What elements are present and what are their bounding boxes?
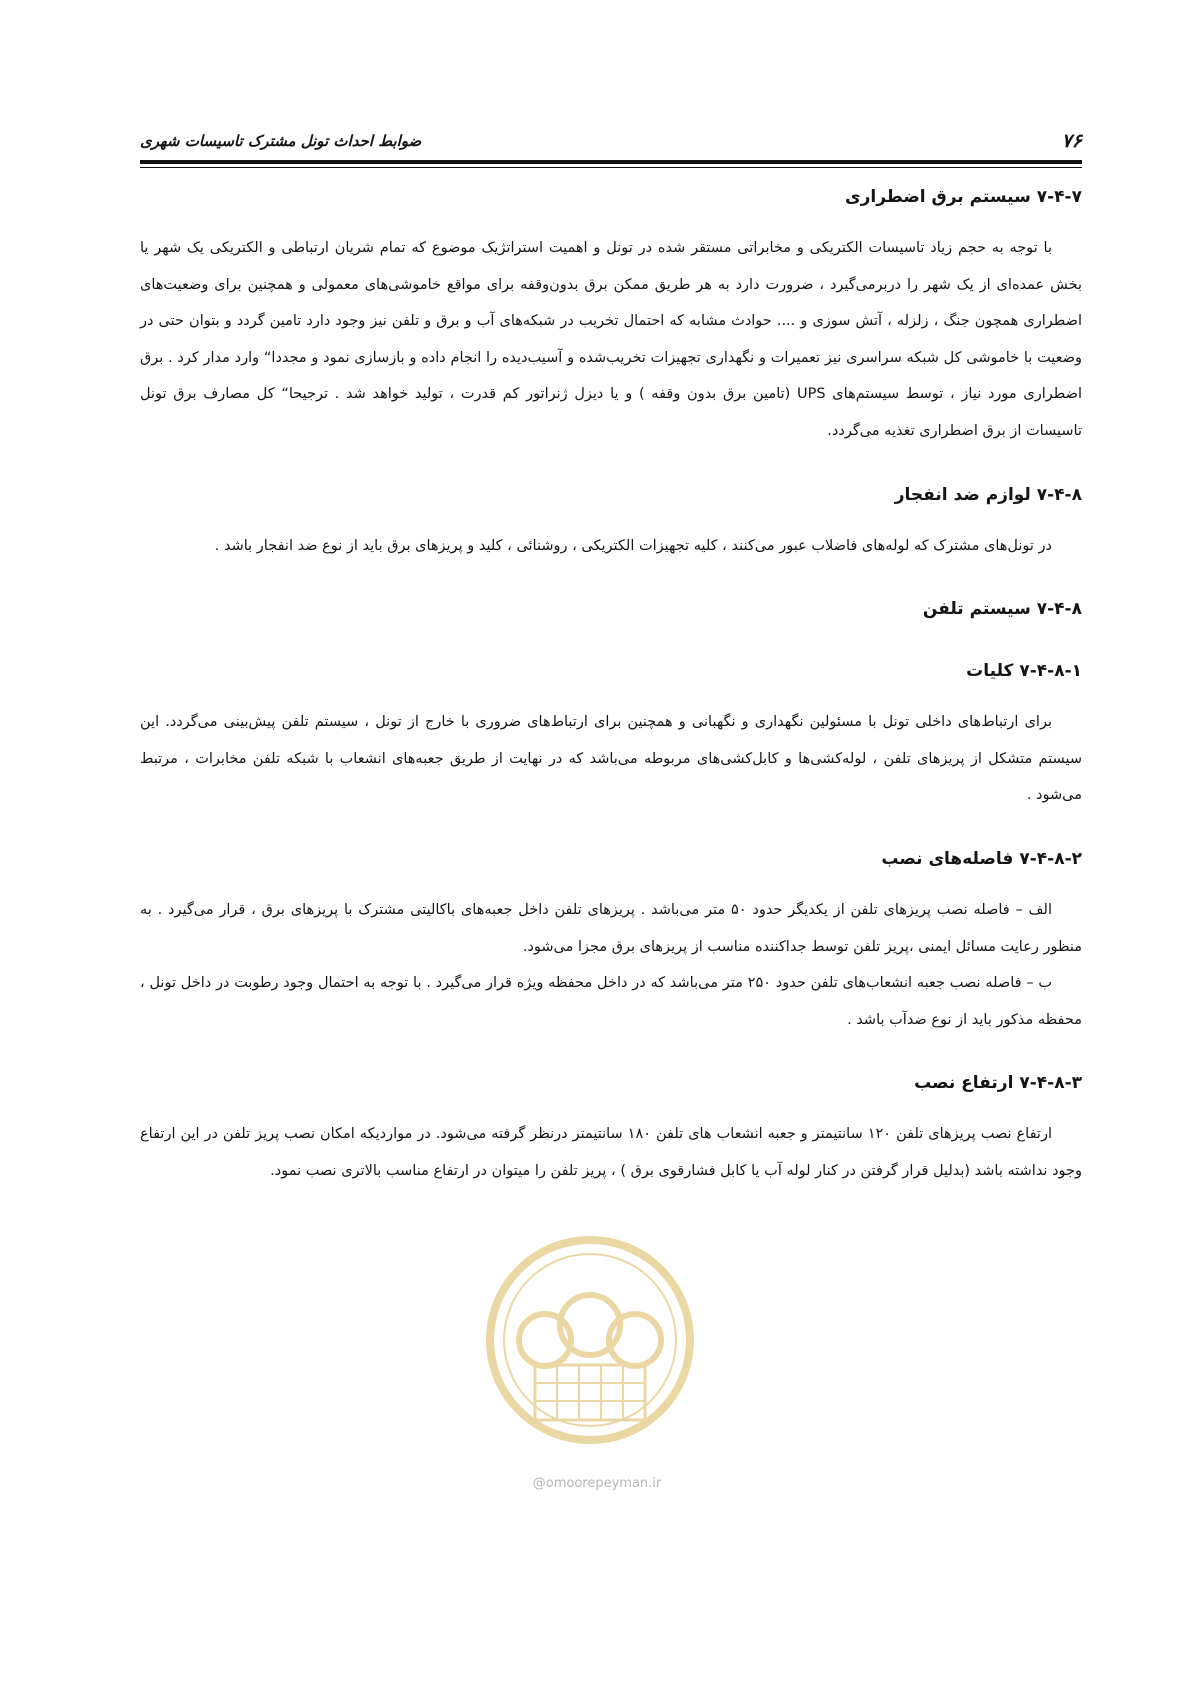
running-header <box>140 128 1082 156</box>
paragraph-emergency-power: با توجه به حجم زیاد تاسیسات الکتریکی و مخابراتی مستقر شده در تونل و اهمیت استراتژیک موضوع که تمام شریان ارتباطی و الکتریکی یک شهر یا بخش عمده‌ای از یک شهر را دربرمی‌گیرد ، ضرورت دارد به هر طریق ممکن برق بدون‌وقفه برای مواقع خاموشی‌های معمولی و همچنین برای وضعیت‌های اضطراری همچون جنگ ، زلزله ، آتش سوزی و .... حوادث مشابه که احتمال تخریب در شبکه‌های آب و برق و تلفن نیز وجود دارد تامین گردد و بتوان حتی در وضعیت با خاموشی کل شبکه سراسری نیز تعمیرات و نگهداری تجهیزات تخریب‌شده و آسیب‌دیده را انجام داده و بازسازی نمود و مجددا“ وارد مدار کرد . برق اضطراری مورد نیاز ، توسط سیستم‌های UPS (تامین برق بدون وقفه ) و یا دیزل ژنراتور کم قدرت ، تولید خواهد شد . ترجیحا“ کل مصارف برق تونل تاسیسات از برق اضطراری تغذیه می‌گردد. <box>140 240 1082 439</box>
document-title: ضوابط احداث تونل مشترک تاسیسات شهری <box>140 132 422 150</box>
section-heading-explosion-proof: ۷-۴-۸ لوازم ضد انفجار <box>894 484 1082 505</box>
paragraph-explosion-proof: در تونل‌های مشترک که لوله‌های فاضلاب عبور می‌کنند ، کلیه تجهیزات الکتریکی ، روشنائی ، کلید و پریزهای برق باید از نوع ضد انفجار باشد . <box>214 537 1052 554</box>
section-heading-installation-height: ۷-۴-۸-۳ ارتفاع نصب <box>914 1073 1082 1094</box>
section-heading-installation-distances: ۷-۴-۸-۲ فاصله‌های نصب <box>881 848 1082 869</box>
section-heading-telephone-system: ۷-۴-۸ سیستم تلفن <box>922 599 1082 620</box>
watermark-url <box>497 1476 697 1491</box>
section-heading-general: ۷-۴-۸-۱ کلیات <box>966 661 1082 682</box>
paragraph-distance-b: ب – فاصله نصب جعبه انشعاب‌های تلفن حدود ۲۵۰ متر می‌باشد که در داخل محفظه ویژه قرار می‌گیرد . با توجه به احتمال وجود رطوبت در داخل تونل ، محفظه مذکور باید از نوع ضدآب باشد . <box>140 975 1082 1028</box>
page-number: ۷۶ <box>1061 130 1082 152</box>
at-icon: @ <box>532 1476 546 1491</box>
watermark-logo <box>475 1230 705 1470</box>
header-rule-thin <box>140 167 1082 168</box>
paragraph-distance-a: الف – فاصله نصب پریزهای تلفن از یکدیگر حدود ۵۰ متر می‌باشد . پریزهای تلفن داخل جعبه‌های باکالیتی مشترک با پریزهای برق ، قرار می‌گیرد . به منظور رعایت مسائل ایمنی ،پریز تلفن توسط جداکننده مناسب از پریزهای برق مجزا می‌شود. <box>140 901 1082 955</box>
paragraph-general: برای ارتباط‌های داخلی تونل با مسئولین نگهداری و نگهبانی و همچنین برای ارتباط‌های ضروری با خارج از تونل ، سیستم تلفن پیش‌بینی می‌گردد. این سیستم متشکل از پریزهای تلفن ، لوله‌کشی‌ها و کابل‌کشی‌های مربوطه می‌باشد که در نهایت از طریق جعبه‌های انشعاب با شبکه تلفن مخابرات ، مرتبط می‌شود . <box>140 714 1082 804</box>
section-heading-emergency-power: ۷-۴-۷ سیستم برق اضطراری <box>845 187 1082 207</box>
watermark-url-text: omoorepeyman.ir <box>545 1476 662 1491</box>
header-rule <box>140 160 1082 164</box>
paragraph-installation-height: ارتفاع نصب پریزهای تلفن ۱۲۰ سانتیمتر و جعبه انشعاب های تلفن ۱۸۰ سانتیمتر درنظر گرفته می‌شود. در مواردیکه امکان نصب پریز تلفن در این ارتفاع وجود نداشته باشد (بدلیل قرار گرفتن در کنار لوله آب یا کابل فشارقوی برق ) ، پریز تلفن را میتوان در ارتفاع مناسب بالاتری نصب نمود. <box>140 1126 1082 1179</box>
document-body <box>140 180 1082 1190</box>
